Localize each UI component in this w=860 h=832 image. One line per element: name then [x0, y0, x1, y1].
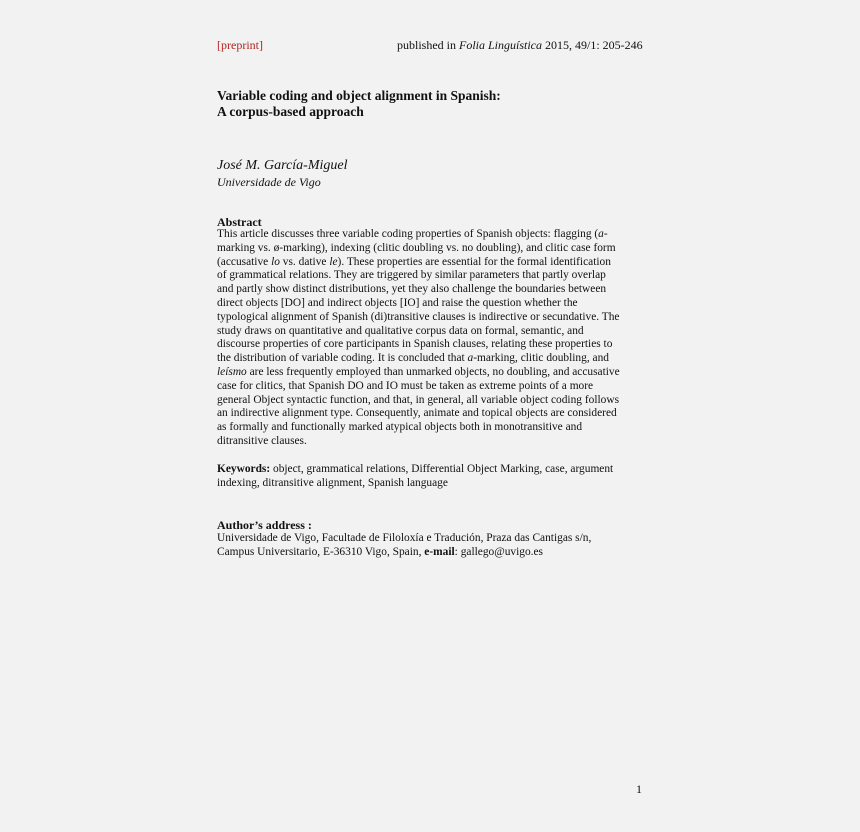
- abstract-line: [217, 228, 645, 242]
- abstract-text: -: [603, 228, 608, 240]
- abstract-line: [217, 311, 645, 325]
- abstract-text: as formally and functionally marked atypical objects both in monotransitive and: [217, 421, 583, 434]
- abstract-text: direct objects [DO] and indirect objects [IO] and raise the question whether the: [217, 296, 578, 309]
- keywords-line-2: indexing, ditransitive alignment, Spanish language: [217, 476, 448, 489]
- address-body: [217, 532, 647, 560]
- address-line-2-prefix: Campus Universitario, E-36310 Vigo, Spain,: [217, 545, 425, 558]
- address-line-2: [217, 546, 647, 560]
- author-name: José M. García-Miguel: [217, 158, 348, 173]
- abstract-text: -marking, clitic doubling, and: [473, 352, 609, 365]
- abstract-line: [217, 394, 645, 408]
- abstract-line: [217, 366, 645, 380]
- title-line-1: Variable coding and object alignment in Spanish:: [217, 88, 501, 103]
- abstract-italic-term: a: [598, 228, 604, 240]
- abstract-text: discourse properties of core participants in Spanish clauses, relating these properties to: [217, 338, 613, 351]
- abstract-line: [217, 407, 645, 421]
- abstract-body: [217, 228, 645, 449]
- published-suffix: 2015, 49/1: 205-246: [542, 38, 643, 52]
- abstract-line: [217, 325, 645, 339]
- preprint-label: [preprint]: [217, 38, 263, 52]
- abstract-text: ). These properties are essential for the formal identification: [337, 255, 611, 268]
- email-separator: :: [454, 545, 461, 558]
- abstract-line: [217, 297, 645, 311]
- abstract-text: ditransitive clauses.: [217, 434, 307, 447]
- abstract-italic-term: a: [467, 352, 474, 365]
- abstract-text: case for clitics, that Spanish DO and IO must be taken as extreme points of a more: [217, 379, 594, 392]
- abstract-line: [217, 283, 645, 297]
- keywords-section: [217, 463, 647, 491]
- abstract-text: This article discusses three variable coding properties of Spanish objects: flagging (: [217, 228, 599, 240]
- email-label: e-mail: [424, 545, 455, 558]
- journal-name: Folia Linguística: [459, 38, 543, 52]
- email-address[interactable]: gallego@uvigo.es: [460, 545, 543, 558]
- published-prefix: published in: [397, 38, 459, 52]
- abstract-line: [217, 242, 645, 256]
- abstract-text: of grammatical relations. They are triggered by similar parameters that partly overlap: [217, 269, 606, 282]
- abstract-text: typological alignment of Spanish (di)transitive clauses is indirective or secundative. The: [217, 310, 620, 323]
- abstract-text: vs. dative: [279, 255, 330, 268]
- keywords-label: Keywords:: [217, 463, 271, 475]
- abstract-line: [217, 256, 645, 270]
- abstract-line: [217, 352, 645, 366]
- keywords-text-1: object, grammatical relations, Differential Object Marking, case, argument: [270, 463, 614, 475]
- paper-title: [217, 88, 647, 120]
- abstract-text: and partly show distinct distributions, yet they also challenge the boundaries between: [217, 283, 607, 296]
- abstract-line: [217, 421, 645, 435]
- abstract-italic-term: lo: [271, 255, 280, 268]
- abstract-italic-term: leísmo: [217, 365, 247, 378]
- title-line-2: A corpus-based approach: [217, 104, 364, 119]
- abstract-text: (accusative: [217, 255, 272, 268]
- abstract-heading: Abstract: [217, 215, 262, 229]
- keywords-line-1: [217, 463, 647, 477]
- page-number: 1: [636, 782, 642, 796]
- publication-info: [397, 38, 643, 53]
- address-heading: Author’s address :: [217, 518, 312, 532]
- abstract-text: the distribution of variable coding. It is concluded that: [217, 352, 468, 365]
- abstract-text: an indirective alignment type. Consequently, animate and topical objects are considered: [217, 407, 617, 420]
- abstract-text: general Object syntactic function, and that, in general, all variable object coding follows: [217, 393, 620, 406]
- abstract-line: [217, 269, 645, 283]
- abstract-text: marking vs. ø-marking), indexing (clitic doubling vs. no doubling), and clitic case form: [217, 241, 616, 254]
- abstract-text: are less frequently employed than unmarked objects, no doubling, and accusative: [246, 365, 620, 378]
- abstract-italic-term: le: [329, 255, 338, 268]
- abstract-text: study draws on quantitative and qualitative corpus data on formal, semantic, and: [217, 324, 584, 337]
- address-line-1: Universidade de Vigo, Facultade de Filoloxía e Tradución, Praza das Cantigas s/n,: [217, 532, 592, 544]
- abstract-line: [217, 380, 645, 394]
- abstract-line: [217, 435, 645, 449]
- author-affiliation: Universidade de Vigo: [217, 175, 321, 189]
- abstract-line: [217, 338, 645, 352]
